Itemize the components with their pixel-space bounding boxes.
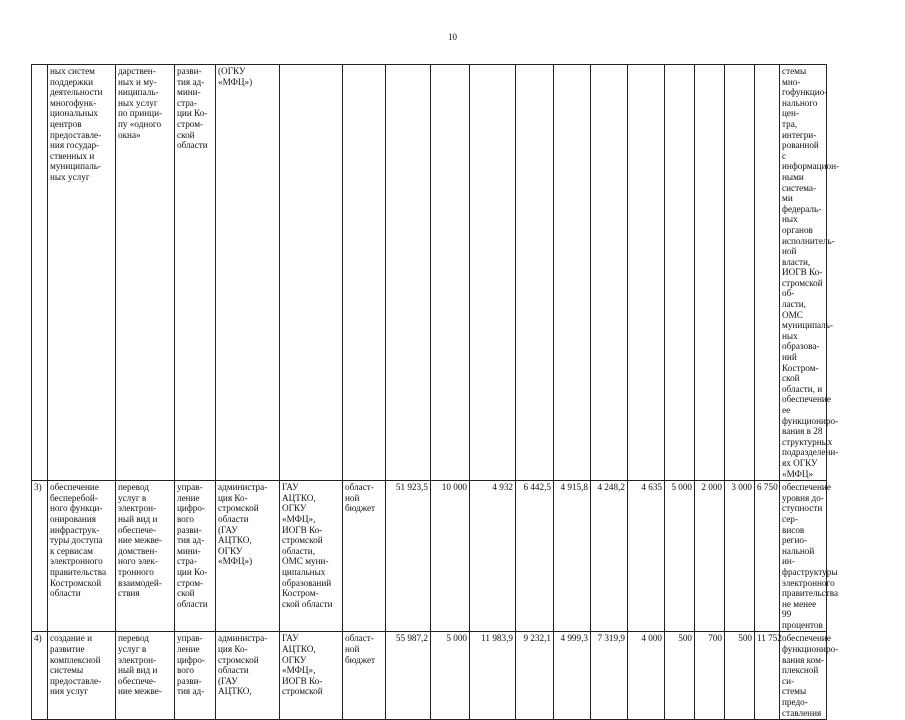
funding-year: 10 000 [431, 481, 470, 632]
co-executor: (ОГКУ «МФЦ») [216, 65, 280, 481]
table-row [32, 632, 827, 720]
participants: ГАУ АЦТКО, ОГКУ «МФЦ», ИОГВ Ко- стромской [280, 632, 343, 720]
funding-year: 9 232,1 [516, 632, 554, 720]
funding-year [755, 65, 780, 481]
funding-year: 4 915,8 [554, 481, 591, 632]
funding-year: 4 248,2 [591, 481, 628, 632]
funding-year [665, 65, 695, 481]
table-row [32, 481, 827, 632]
co-executor: администра- ция Ко- стромской области (ГАУ АЦТКО, [216, 632, 280, 720]
funding-year: 4 932 [470, 481, 516, 632]
row-number [32, 65, 48, 481]
funding-year: 4 000 [628, 632, 665, 720]
funding-year [516, 65, 554, 481]
funding-year [554, 65, 591, 481]
measure-purpose: дарствен- ных и му- ниципаль- ных услуг по принци- пу «одного окна» [116, 65, 175, 481]
funding-year [470, 65, 516, 481]
responsible-executor: разви- тия ад- мини- стра- ции Ко- стром- ской области [175, 65, 216, 481]
measure-purpose: перевод услуг в электрон- ный вид и обеспече- ние межве- домствен- ного элек- тронного взаимодей- ствия [116, 481, 175, 632]
funding-year: 7 319,9 [591, 632, 628, 720]
funding-year [725, 65, 755, 481]
funding-year [431, 65, 470, 481]
table-row [32, 65, 827, 481]
funding-year: 5 000 [665, 481, 695, 632]
expected-result: обеспечение уровня до- ступности сер- висов регио- нальной ин- фраструктуры электронного правительства не менее 99 процентов [780, 481, 827, 632]
funding-total: 51 923,5 [386, 481, 431, 632]
funding-year: 4 999,3 [554, 632, 591, 720]
row-number: 4) [32, 632, 48, 720]
funding-year: 5 000 [431, 632, 470, 720]
measure-name: ных систем поддержки деятельности многофунк- циональных центров предоставле- ния государ- ственных и муниципаль- ных услуг [48, 65, 116, 481]
funding-source: област- ной бюджет [343, 481, 386, 632]
funding-year [591, 65, 628, 481]
participants: ГАУ АЦТКО, ОГКУ «МФЦ», ИОГВ Ко- стромской области, ОМС муни- ципальных образований Костром- ской области [280, 481, 343, 632]
funding-year: 2 000 [695, 481, 725, 632]
funding-year: 11 983,9 [470, 632, 516, 720]
page-number: 10 [448, 32, 457, 42]
funding-year: 700 [695, 632, 725, 720]
expected-result: обеспечение функциониро- вания ком- плексной си- стемы предо- ставления [780, 632, 827, 720]
funding-year: 11 752 [755, 632, 780, 720]
program-measures-table [31, 64, 840, 720]
funding-year [628, 65, 665, 481]
participants [280, 65, 343, 481]
expected-result: стемы мно- гофункцио- нального цен- тра, интегри- рованной с информацион- ными система- ми федераль- ных органов исполнитель- ной власти, ИОГВ Ко- стромской об- ласти, ОМС муниципаль- ных образова- ний Костром- ской области, и обеспечение ее функциониро- вания в 28 структурных подразделени- ях ОГКУ «МФЦ» [780, 65, 827, 481]
measure-name: создание и развитие комплексной системы предоставле- ния услуг [48, 632, 116, 720]
funding-year: 500 [665, 632, 695, 720]
funding-year: 6 442,5 [516, 481, 554, 632]
funding-year: 6 750 [755, 481, 780, 632]
responsible-executor: управ- ление цифро- вого разви- тия ад- мини- стра- ции Ко- стром- ской области [175, 481, 216, 632]
co-executor: администра- ция Ко- стромской области (ГАУ АЦТКО, ОГКУ «МФЦ») [216, 481, 280, 632]
funding-year [695, 65, 725, 481]
funding-source: област- ной бюджет [343, 632, 386, 720]
row-number: 3) [32, 481, 48, 632]
funding-total: 55 987,2 [386, 632, 431, 720]
funding-total [386, 65, 431, 481]
responsible-executor: управ- ление цифро- вого разви- тия ад- [175, 632, 216, 720]
measure-purpose: перевод услуг в электрон- ный вид и обеспече- ние межве- [116, 632, 175, 720]
funding-source [343, 65, 386, 481]
measure-name: обеспечение бесперебой- ного функци- онирования инфраструк- туры доступа к сервисам электронного правительства Костромской области [48, 481, 116, 632]
funding-year: 500 [725, 632, 755, 720]
funding-year: 3 000 [725, 481, 755, 632]
funding-year: 4 635 [628, 481, 665, 632]
